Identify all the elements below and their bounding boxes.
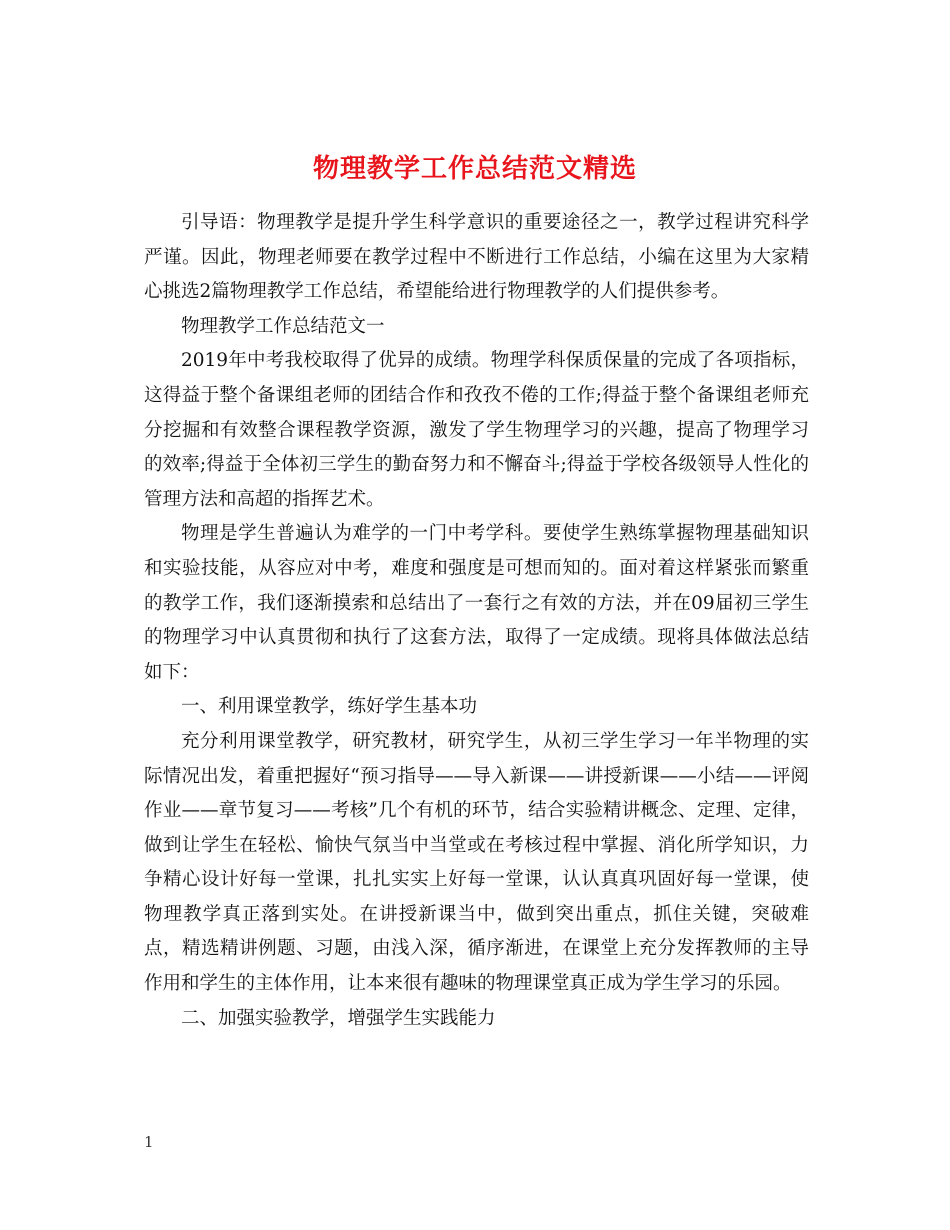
intro-paragraph: 引导语：物理教学是提升学生科学意识的重要途径之一，教学过程讲究科学严谨。因此，物理老师要在教学过程中不断进行工作总结，小编在这里为大家精心挑选2篇物理教学工作总结，希望能给进行物理教学的人们提供参考。	[144, 212, 809, 303]
document-body	[144, 206, 809, 1036]
section-heading-two: 二、加强实验教学，增强学生实践能力	[181, 1007, 496, 1029]
body-paragraph: 充分利用课堂教学，研究教材，研究学生，从初三学生学习一年半物理的实际情况出发，着重把握好“预习指导——导入新课——讲授新课——小结——评阅作业——章节复习——考核”几个有机的环节，结合实验精讲概念、定理、定律，做到让学生在轻松、愉快气氛当中当堂或在考核过程中掌握、消化所学知识，力争精心设计好每一堂课，扎扎实实上好每一堂课，认认真真巩固好每一堂课，使物理教学真正落到实处。在讲授新课当中，做到突出重点，抓住关键，突破难点，精选精讲例题、习题，由浅入深，循序渐进，在课堂上充分发挥教师的主导作用和学生的主体作用，让本来很有趣味的物理课堂真正成为学生学习的乐园。	[144, 730, 809, 995]
page-number: 1	[144, 1133, 154, 1151]
section-heading-one: 一、利用课堂教学，练好学生基本功	[181, 696, 478, 718]
body-paragraph: 2019年中考我校取得了优异的成绩。物理学科保质保量的完成了各项指标，这得益于整个备课组老师的团结合作和孜孜不倦的工作;得益于整个备课组老师充分挖掘和有效整合课程教学资源，激发了学生物理学习的兴趣，提高了物理学习的效率;得益于全体初三学生的勤奋努力和不懈奋斗;得益于学校各级领导人性化的管理方法和高超的指挥艺术。	[144, 350, 809, 510]
body-paragraph: 物理是学生普遍认为难学的一门中考学科。要使学生熟练掌握物理基础知识和实验技能，从容应对中考，难度和强度是可想而知的。面对着这样紧张而繁重的教学工作，我们逐渐摸索和总结出了一套行之有效的方法，并在09届初三学生的物理学习中认真贯彻和执行了这套方法，取得了一定成绩。现将具体做法总结如下：	[144, 523, 809, 683]
page-title: 物理教学工作总结范文精选	[312, 154, 637, 185]
section-heading-sample-one: 物理教学工作总结范文一	[181, 315, 385, 337]
